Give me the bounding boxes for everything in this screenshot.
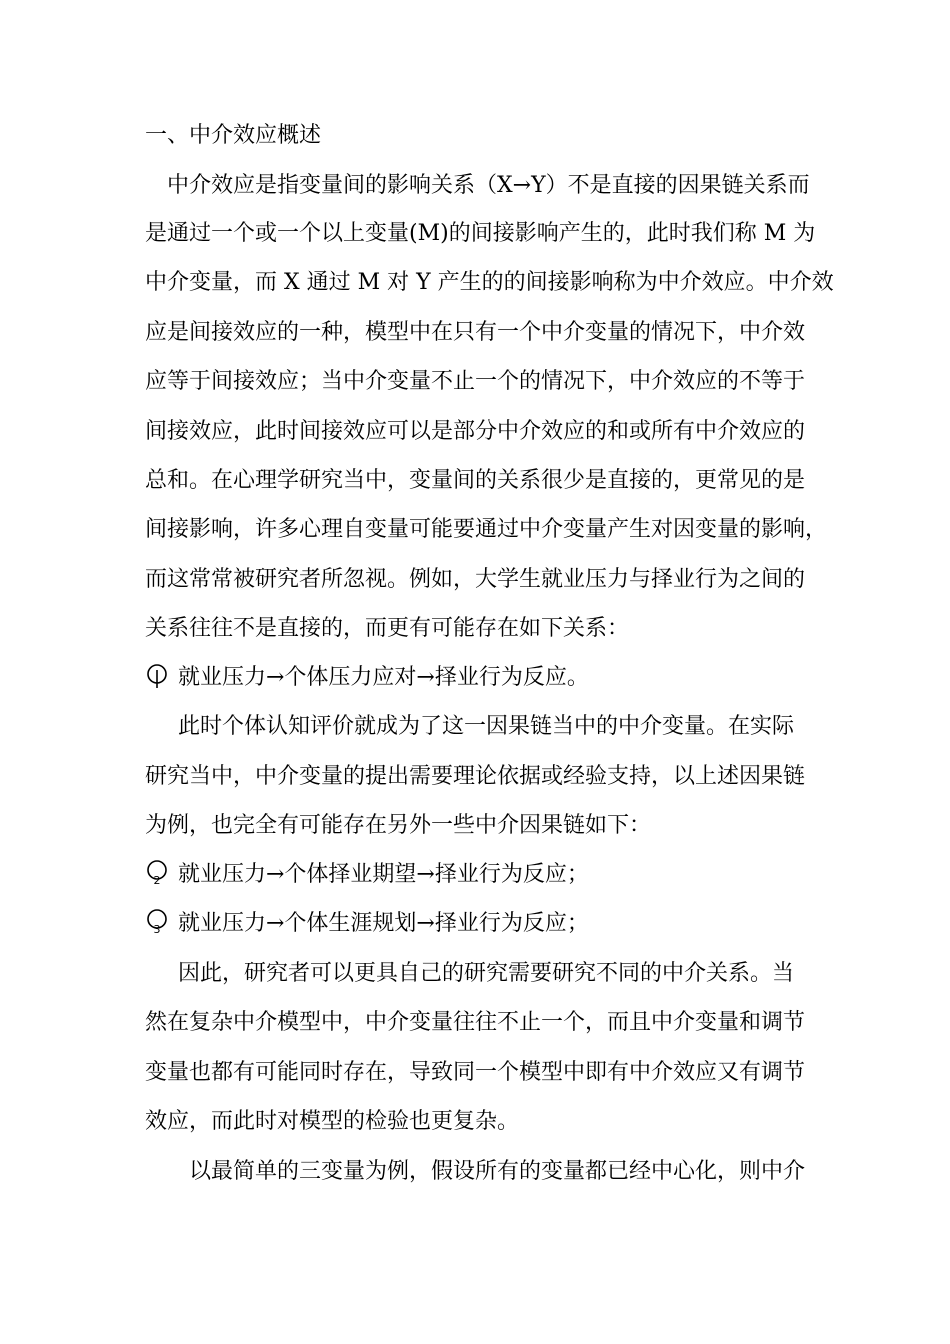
circled-two-marker-icon <box>145 858 169 886</box>
circled-three-marker-icon <box>145 907 169 935</box>
paragraph1-line-6: 间接效应，此时间接效应可以是部分中介效应的和或所有中介效应的 <box>145 419 806 444</box>
paragraph1-line-7: 总和。在心理学研究当中，变量间的关系很少是直接的，更常见的是 <box>145 468 806 493</box>
paragraph2-line-3: 为例，也完全有可能存在另外一些中介因果链如下： <box>145 813 652 838</box>
causal-chain-2: 就业压力→个体择业期望→择业行为反应； <box>178 862 589 887</box>
section-title: 一、中介效应概述 <box>145 123 322 148</box>
circled-one-marker-icon <box>145 662 169 690</box>
paragraph4-line-1: 以最简单的三变量为例，假设所有的变量都已经中心化，则中介 <box>189 1159 806 1184</box>
causal-chain-3: 就业压力→个体生涯规划→择业行为反应； <box>178 911 589 936</box>
paragraph3-line-1: 因此，研究者可以更具自己的研究需要研究不同的中介关系。当 <box>178 961 795 986</box>
paragraph1-line-10: 关系往往不是直接的，而更有可能存在如下关系： <box>145 616 630 641</box>
marker-two-digit: 2 <box>153 874 161 886</box>
paragraph2-line-1: 此时个体认知评价就成为了这一因果链当中的中介变量。在实际 <box>178 714 795 739</box>
paragraph1-line-4: 应是间接效应的一种，模型中在只有一个中介变量的情况下，中介效 <box>145 320 806 345</box>
marker-three-digit: 3 <box>153 923 161 935</box>
paragraph1-line-2: 是通过一个或一个以上变量(M)的间接影响产生的，此时我们称 M 为 <box>145 221 816 246</box>
paragraph3-line-2: 然在复杂中介模型中，中介变量往往不止一个，而且中介变量和调节 <box>145 1010 806 1035</box>
causal-chain-1: 就业压力→个体压力应对→择业行为反应。 <box>178 665 589 690</box>
paragraph3-line-3: 变量也都有可能同时存在，导致同一个模型中即有中介效应又有调节 <box>145 1060 806 1085</box>
paragraph1-line-1: 中介效应是指变量间的影响关系（X→Y）不是直接的因果链关系而 <box>167 173 810 198</box>
paragraph2-line-2: 研究当中，中介变量的提出需要理论依据或经验支持，以上述因果链 <box>145 764 806 789</box>
paragraph1-line-5: 应等于间接效应；当中介变量不止一个的情况下，中介效应的不等于 <box>145 369 806 394</box>
paragraph3-line-4: 效应，而此时对模型的检验也更复杂。 <box>145 1109 520 1134</box>
paragraph1-line-3: 中介变量，而 X 通过 M 对 Y 产生的的间接影响称为中介效应。中介效 <box>145 270 834 295</box>
paragraph1-line-9: 而这常常被研究者所忽视。例如，大学生就业压力与择业行为之间的 <box>145 567 806 592</box>
paragraph1-line-8: 间接影响，许多心理自变量可能要通过中介变量产生对因变量的影响， <box>145 517 828 542</box>
